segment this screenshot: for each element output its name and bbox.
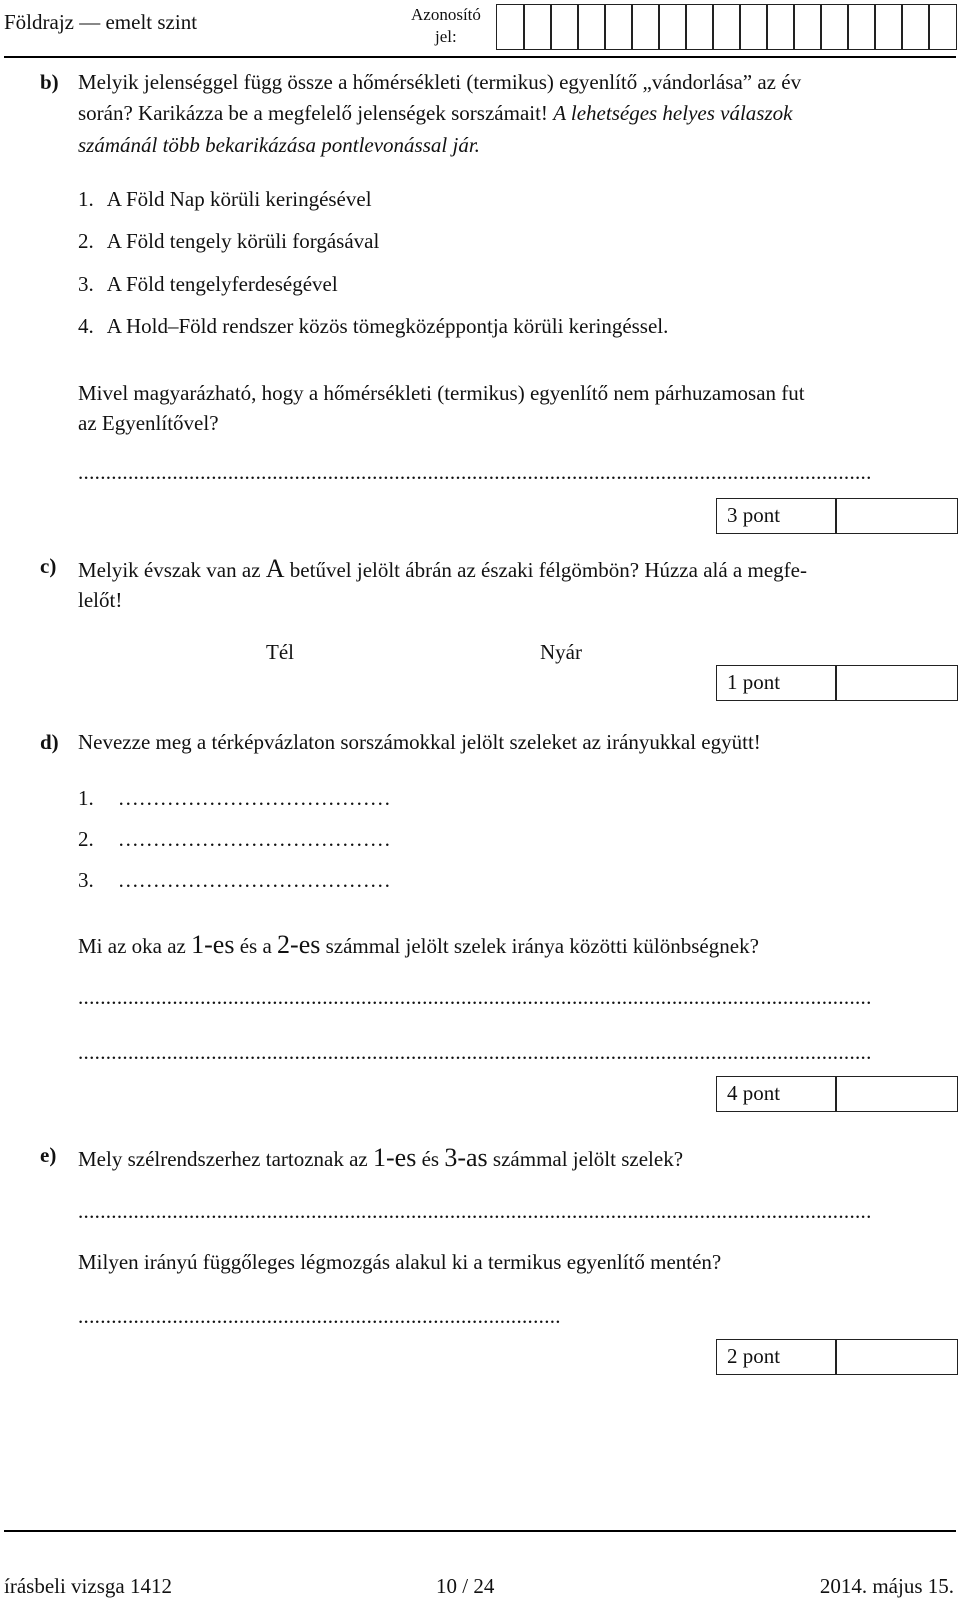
section-b-letter: b) xyxy=(40,70,59,94)
option-summer[interactable]: Nyár xyxy=(540,640,582,664)
wind-answer-1[interactable]: 1. ………………………………… xyxy=(78,786,391,810)
id-box[interactable] xyxy=(604,4,633,50)
id-box[interactable] xyxy=(901,4,930,50)
section-e-letter: e) xyxy=(40,1143,57,1167)
id-box[interactable] xyxy=(685,4,714,50)
id-box[interactable] xyxy=(766,4,795,50)
wind-answer-2[interactable]: 2. ………………………………… xyxy=(78,827,391,851)
section-d-letter: d) xyxy=(40,730,59,754)
section-c-question-line1: Melyik évszak van az A betűvel jelölt ábrán az északi félgömbön? Húzza alá a megfe- xyxy=(78,554,807,583)
section-c-question-line2: lelőt! xyxy=(78,588,123,612)
points-box-b xyxy=(716,498,958,534)
answer-line[interactable]: ............................................................................................................................................... xyxy=(78,1199,872,1223)
points-box-d xyxy=(716,1076,958,1112)
answer-line-short[interactable]: ....................................................................................... xyxy=(78,1304,561,1328)
id-box[interactable] xyxy=(928,4,957,50)
id-label: Azonosító jel: xyxy=(411,5,481,46)
points-box-c xyxy=(716,665,958,701)
answer-line[interactable]: ............................................................................................................................................... xyxy=(78,1040,872,1064)
points-box-e xyxy=(716,1339,958,1375)
section-e-question2: Milyen irányú függőleges légmozgás alakul ki a termikus egyenlítő mentén? xyxy=(78,1250,722,1274)
id-box[interactable] xyxy=(658,4,687,50)
header-subject: Földrajz — emelt szint xyxy=(4,10,198,34)
id-box[interactable] xyxy=(550,4,579,50)
id-box[interactable] xyxy=(793,4,822,50)
id-box[interactable] xyxy=(820,4,849,50)
id-box[interactable] xyxy=(523,4,552,50)
section-b-question2-line1: Mivel magyarázható, hogy a hőmérsékleti (termikus) egyenlítő nem párhuzamosan fut xyxy=(78,381,805,405)
section-d-question: Nevezze meg a térképvázlaton sorszámokkal jelölt szeleket az irányukkal együtt! xyxy=(78,730,761,754)
option-2[interactable]: 2. A Föld tengely körüli forgásával xyxy=(78,229,380,253)
section-c-letter: c) xyxy=(40,554,57,578)
points-label: 3 pont xyxy=(727,503,781,527)
points-label: 1 pont xyxy=(727,670,781,694)
page-number: 10 / 24 xyxy=(436,1574,495,1598)
id-box[interactable] xyxy=(496,4,525,50)
section-e-question: Mely szélrendszerhez tartoznak az 1-es és 3-as számmal jelölt szelek? xyxy=(78,1143,684,1172)
header-rule xyxy=(4,56,956,58)
footer-date: 2014. május 15. xyxy=(819,1574,954,1598)
wind-answer-3[interactable]: 3. ………………………………… xyxy=(78,868,391,892)
id-box[interactable] xyxy=(874,4,903,50)
option-1[interactable]: 1. A Föld Nap körüli keringésével xyxy=(78,187,372,211)
option-3[interactable]: 3. A Föld tengelyferdeségével xyxy=(78,272,338,296)
section-d-question2: Mi az oka az 1-es és a 2-es számmal jelölt szelek iránya közötti különbségnek? xyxy=(78,930,759,959)
option-winter[interactable]: Tél xyxy=(266,640,294,664)
points-label: 4 pont xyxy=(727,1081,781,1105)
footer-rule xyxy=(4,1530,956,1532)
section-b-question-line3: számánál több bekarikázása pontlevonással jár. xyxy=(78,133,480,157)
option-4[interactable]: 4. A Hold–Föld rendszer közös tömegközéppontja körüli keringéssel. xyxy=(78,314,669,338)
answer-line[interactable]: ............................................................................................................................................... xyxy=(78,985,872,1009)
footer-exam-code: írásbeli vizsga 1412 xyxy=(4,1574,172,1598)
id-box[interactable] xyxy=(712,4,741,50)
id-box[interactable] xyxy=(577,4,606,50)
id-box[interactable] xyxy=(847,4,876,50)
answer-line[interactable]: ............................................................................................................................................... xyxy=(78,460,872,484)
section-b-question-line2: során? Karikázza be a megfelelő jelenségek sorszámait! A lehetséges helyes válaszok xyxy=(78,101,793,125)
id-box[interactable] xyxy=(631,4,660,50)
points-label: 2 pont xyxy=(727,1344,781,1368)
section-b-question2-line2: az Egyenlítővel? xyxy=(78,411,219,435)
section-b-question-line1: Melyik jelenséggel függ össze a hőmérsékleti (termikus) egyenlítő „vándorlása” az év xyxy=(78,70,802,94)
id-box[interactable] xyxy=(739,4,768,50)
